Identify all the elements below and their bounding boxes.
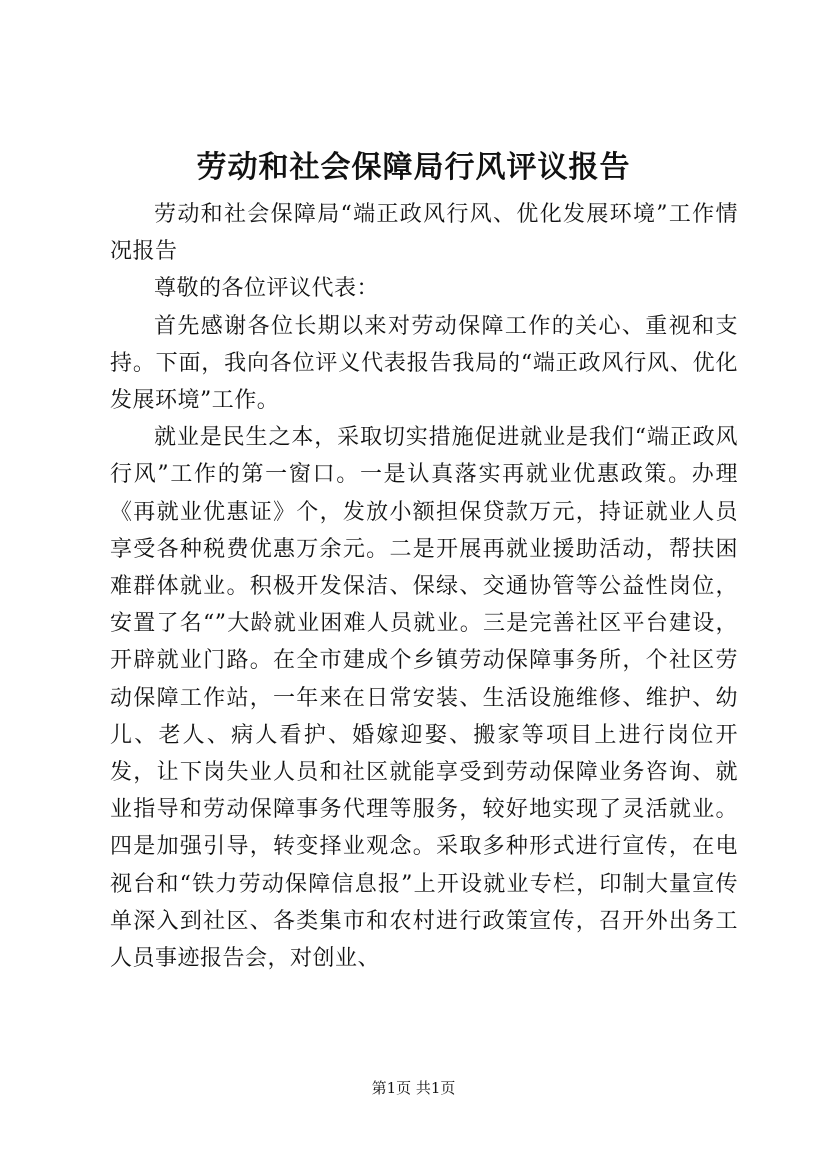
paragraph-intro: 首先感谢各位长期以来对劳动保障工作的关心、重视和支持。下面，我向各位评义代表报告我局的“端正政风行风、优化发展环境”工作。 — [110, 313, 738, 414]
paragraph-heading-line: 劳动和社会保障局“端正政风行风、优化发展环境”工作情况报告 — [110, 202, 738, 265]
paragraph-salutation: 尊敬的各位评议代表： — [154, 276, 380, 302]
page-footer: 第1页 共1页 — [371, 1079, 456, 1097]
document-title: 劳动和社会保障局行风评议报告 — [196, 150, 631, 185]
paragraph-employment: 就业是民生之本，采取切实措施促进就业是我们“端正政风行风”工作的第一窗口。一是认真落实再就业优惠政策。办理《再就业优惠证》个，发放小额担保贷款万元，持证就业人员享受各种税费优惠万余元。二是开展再就业援助活动，帮扶困难群体就业。积极开发保洁、保绿、交通协管等公益性岗位，安置了名“”大龄就业困难人员就业。三是完善社区平台建设，开辟就业门路。在全市建成个乡镇劳动保障事务所，个社区劳动保障工作站，一年来在日常安装、生活设施维修、维护、幼儿、老人、病人看护、婚嫁迎娶、搬家等项目上进行岗位开发，让下岗失业人员和社区就能享受到劳动保障业务咨询、就业指导和劳动保障事务代理等服务，较好地实现了灵活就业。四是加强引导，转变择业观念。采取多种形式进行宣传，在电视台和“铁力劳动保障信息报”上开设就业专栏，印制大量宣传单深入到社区、各类集市和农村进行政策宣传，召开外出务工人员事迹报告会，对创业、 — [110, 425, 738, 972]
document-body — [110, 196, 738, 977]
